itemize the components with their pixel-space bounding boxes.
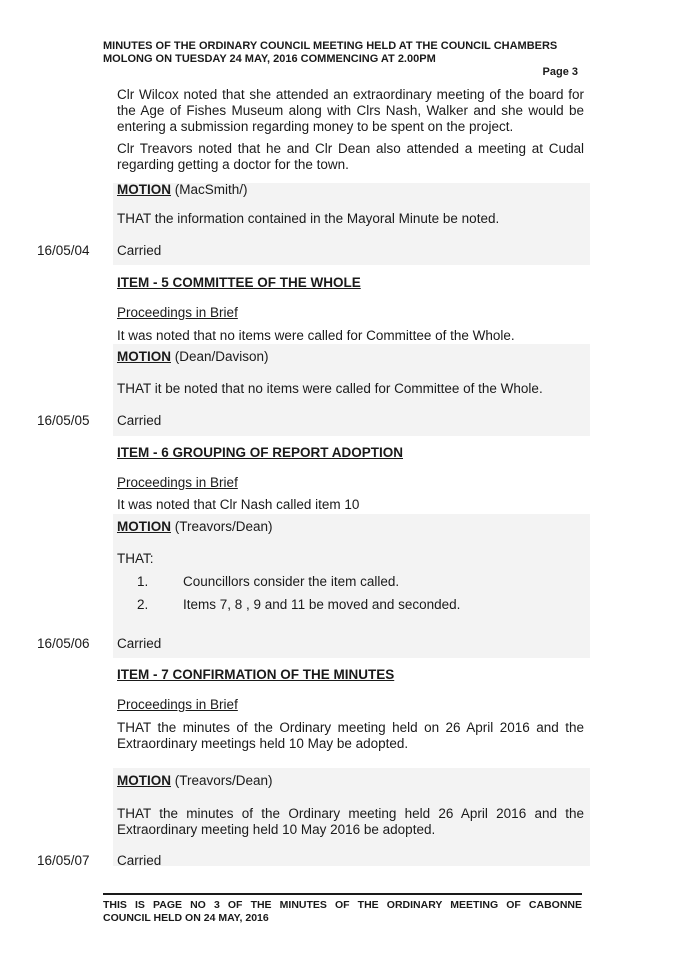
carried-label: Carried bbox=[117, 636, 162, 651]
motion-label: MOTION bbox=[117, 349, 171, 364]
item-6-heading: ITEM - 6 GROUPING OF REPORT ADOPTION bbox=[117, 445, 404, 460]
minute-number: 16/05/07 bbox=[37, 853, 90, 868]
header-line-1: MINUTES OF THE ORDINARY COUNCIL MEETING HELD AT THE COUNCIL CHAMBERS bbox=[103, 40, 558, 52]
item-7-proceedings-label: Proceedings in Brief bbox=[117, 697, 238, 712]
resolution-item-6-that: THAT: bbox=[117, 551, 154, 566]
minute-number: 16/05/06 bbox=[37, 636, 90, 651]
motion-movers: (Treavors/Dean) bbox=[171, 773, 273, 788]
intro-paragraph-1-line-2: the Age of Fishes Museum along with Clrs Nash, Walker and she would be bbox=[117, 103, 584, 118]
minute-number: 16/05/04 bbox=[37, 243, 90, 258]
resolution-item-5: THAT it be noted that no items were called for Committee of the Whole. bbox=[117, 381, 543, 396]
item-7-heading: ITEM - 7 CONFIRMATION OF THE MINUTES bbox=[117, 667, 395, 682]
item-7-proceedings-line-2: Extraordinary meetings held 10 May be adopted. bbox=[117, 736, 409, 751]
motion-mayoral bbox=[117, 182, 248, 198]
motion-movers: (Dean/Davison) bbox=[171, 349, 269, 364]
carried-label: Carried bbox=[117, 243, 162, 258]
document-footer bbox=[103, 899, 582, 925]
resolution-item-7-line-1: THAT the minutes of the Ordinary meeting held 26 April 2016 and the bbox=[117, 806, 584, 821]
motion-item-5 bbox=[117, 349, 269, 365]
footer-line-2: COUNCIL HELD ON 24 MAY, 2016 bbox=[103, 912, 269, 924]
page-number: Page 3 bbox=[542, 66, 578, 78]
resolution-mayoral: THAT the information contained in the Mayoral Minute be noted. bbox=[117, 211, 500, 226]
item-5-heading: ITEM - 5 COMMITTEE OF THE WHOLE bbox=[117, 275, 361, 290]
minute-number: 16/05/05 bbox=[37, 413, 90, 428]
motion-item-6 bbox=[117, 519, 273, 535]
item-7-proceedings-line-1: THAT the minutes of the Ordinary meeting held on 26 April 2016 and the bbox=[117, 720, 584, 735]
intro-paragraph-2-line-2: regarding getting a doctor for the town. bbox=[117, 157, 349, 172]
list-item-number: 2. bbox=[137, 597, 149, 612]
footer-rule bbox=[103, 893, 582, 895]
intro-paragraph-2-line-1: Clr Treavors noted that he and Clr Dean also attended a meeting at Cudal bbox=[117, 141, 584, 156]
document-header bbox=[103, 40, 583, 66]
list-item-text: Items 7, 8 , 9 and 11 be moved and seconded. bbox=[183, 597, 461, 612]
carried-label: Carried bbox=[117, 413, 162, 428]
motion-label: MOTION bbox=[117, 182, 171, 197]
item-6-proceedings-text: It was noted that Clr Nash called item 10 bbox=[117, 497, 360, 512]
intro-paragraph-1-line-3: entering a submission regarding money to be spent on the project. bbox=[117, 119, 514, 134]
footer-line-1: THIS IS PAGE NO 3 OF THE MINUTES OF THE ORDINARY MEETING OF CABONNE bbox=[103, 899, 582, 911]
motion-movers: (Treavors/Dean) bbox=[171, 519, 273, 534]
carried-label: Carried bbox=[117, 853, 162, 868]
item-6-proceedings-label: Proceedings in Brief bbox=[117, 475, 238, 490]
item-5-proceedings-text: It was noted that no items were called for Committee of the Whole. bbox=[117, 328, 515, 343]
intro-paragraph-1-line-1: Clr Wilcox noted that she attended an extraordinary meeting of the board for bbox=[117, 87, 584, 102]
motion-movers: (MacSmith/) bbox=[171, 182, 248, 197]
motion-item-7 bbox=[117, 773, 273, 789]
resolution-item-7-line-2: Extraordinary meeting held 10 May 2016 be adopted. bbox=[117, 822, 436, 837]
list-item-number: 1. bbox=[137, 574, 149, 589]
header-line-2: MOLONG ON TUESDAY 24 MAY, 2016 COMMENCING AT 2.00PM bbox=[103, 53, 436, 65]
motion-label: MOTION bbox=[117, 773, 171, 788]
item-5-proceedings-label: Proceedings in Brief bbox=[117, 305, 238, 320]
list-item-text: Councillors consider the item called. bbox=[183, 574, 400, 589]
motion-label: MOTION bbox=[117, 519, 171, 534]
